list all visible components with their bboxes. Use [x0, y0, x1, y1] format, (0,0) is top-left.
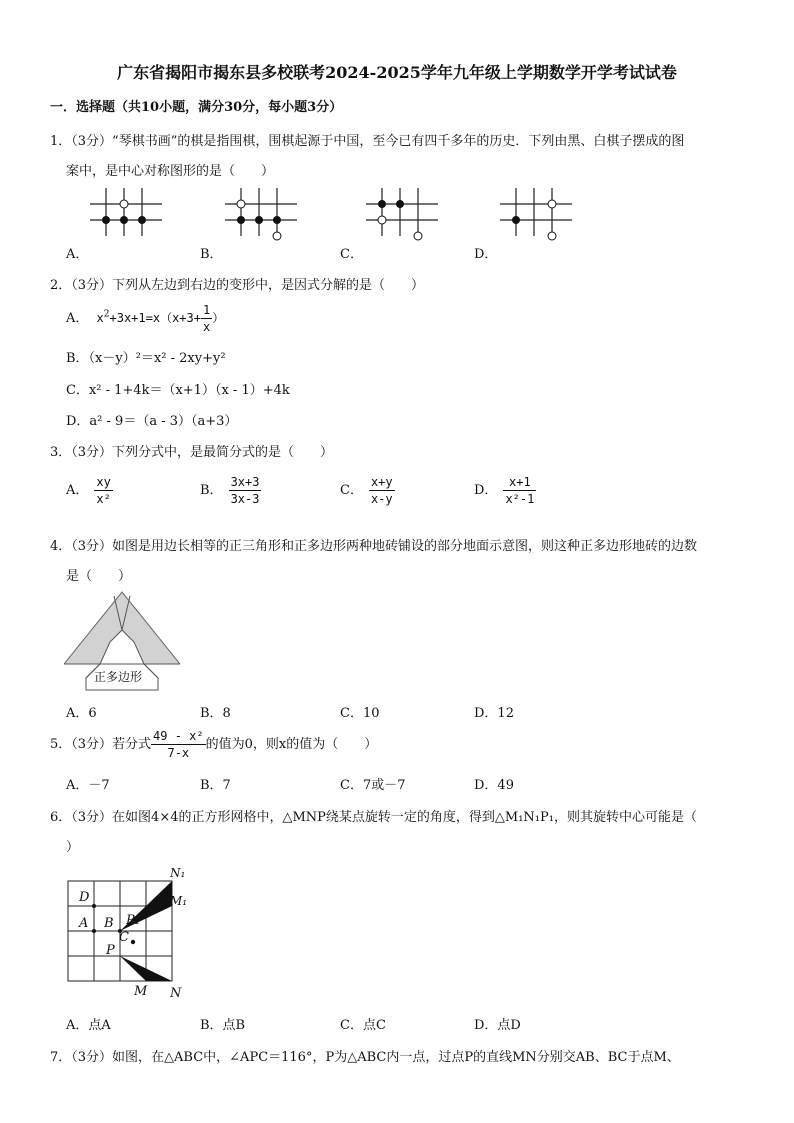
q3-stem: 3．（3分）下列分式中，是最简分式的是（ ） [50, 445, 334, 460]
q2-option-d: D．a² - 9＝（a - 3）（a+3） [66, 414, 238, 429]
q6-grid-figure [60, 864, 200, 1004]
q2-option-c: C．x² - 1+4k＝（x+1）（x - 1）+4k [66, 383, 290, 398]
q4-option-a: A．6 [66, 706, 97, 721]
q1-stem-line2: 案中，是中心对称图形的是（ ） [66, 164, 275, 179]
q6-option-c: C．点C [340, 1018, 386, 1033]
q1-figure-b [225, 188, 297, 242]
q4-option-b: B．8 [200, 706, 231, 721]
q6-stem-line2: ） [66, 840, 80, 855]
q5-option-a: A．－7 [66, 778, 110, 793]
q6-label-n: N [170, 986, 182, 1001]
q7-stem-line1: 7．（3分）如图，在△ABC中，∠APC＝116°，P为△ABC内一点，过点P的直线MN分别交AB、BC于点M、 [50, 1050, 680, 1065]
q4-figure-label: 正多边形 [94, 670, 143, 684]
q6-label-c: C [119, 930, 129, 945]
q5-option-d: D．49 [474, 778, 514, 793]
q1-figure-a [90, 188, 162, 238]
q1-option-c: C． [340, 247, 363, 262]
q5-option-c: C．7或－7 [340, 778, 406, 793]
q5-stem: 5．（3分）若分式 $\frac{\text{49 - x²}}{7-x}$ 的值为0，则x的值为（ ） [50, 729, 378, 760]
q1-figure-d [500, 188, 572, 242]
q1-option-d: D． [474, 247, 498, 262]
q3-option-c: C． $\frac{x+y}{x-y}$ [340, 475, 393, 506]
q6-label-b: B [104, 916, 114, 931]
q3-option-b: B． $\frac{3x+3}{3x-3}$ [200, 475, 260, 506]
q6-label-a: A [79, 916, 89, 931]
section-heading: 一．选择题（共10小题，满分30分，每小题3分） [50, 100, 343, 115]
q5-option-b: B．7 [200, 778, 231, 793]
q4-stem-line1: 4．（3分）如图是用边长相等的正三角形和正多边形两种地砖铺设的部分地面示意图，则这种正多边形地砖的边数 [50, 539, 698, 554]
q6-option-b: B．点B [200, 1018, 246, 1033]
q2-option-b: B．（x－y）²＝x² - 2xy+y² [66, 351, 226, 366]
q6-label-n1: N₁ [170, 866, 186, 880]
exam-title: 广东省揭阳市揭东县多校联考2024-2025学年九年级上学期数学开学考试试卷 [117, 63, 677, 82]
q4-option-d: D．12 [474, 706, 514, 721]
q6-label-d: D [79, 890, 90, 905]
q1-option-b: B． [200, 247, 223, 262]
q2-option-a: A． $x^2+3x+1=x(x+3+$ $\frac{1}{x}$ ） [66, 303, 225, 334]
q4-stem-line2: 是（ ） [66, 569, 132, 584]
q3-option-a: A． $\frac{xy}{\text{x²}}$ [66, 475, 111, 506]
q2-stem: 2．（3分）下列从左边到右边的变形中，是因式分解的是（ ） [50, 278, 425, 293]
q6-option-a: A．点A [66, 1018, 111, 1033]
q1-figure-c [366, 188, 438, 242]
q6-label-p1: P₁ [126, 913, 140, 928]
q6-label-m1: M₁ [170, 894, 188, 908]
q4-option-c: C．10 [340, 706, 380, 721]
q3-option-d: D． $\frac{x+1}{\text{x²-1}}$ [474, 475, 535, 506]
q6-stem-line1: 6．（3分）在如图4×4的正方形网格中，△MNP绕某点旋转一定的角度，得到△M₁N₁P₁，则其旋转中心可能是（ [50, 810, 697, 825]
q6-label-m: M [134, 984, 148, 999]
q1-option-a: A． [66, 247, 89, 262]
q1-stem-line1: 1．（3分）“琴棋书画”的棋是指围棋，围棋起源于中国，至今已有四千多年的历史．下列由黑、白棋子摆成的图 [50, 134, 685, 149]
q6-option-d: D．点D [474, 1018, 521, 1033]
q6-label-p: P [106, 943, 115, 958]
